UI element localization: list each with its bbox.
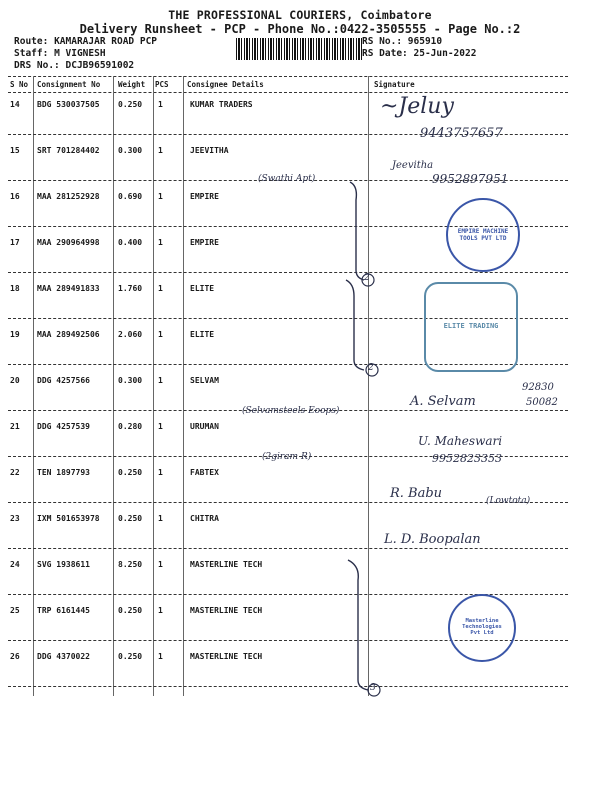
cell-weight: 0.300: [118, 376, 143, 385]
cell-weight: 0.690: [118, 192, 143, 201]
cell-pcs: 1: [158, 100, 163, 109]
cell-weight: 8.250: [118, 560, 143, 569]
count-number: 2: [368, 363, 374, 373]
cell-sno: 19: [10, 330, 20, 339]
company-stamp: Masterline Technologies Pvt Ltd: [448, 594, 516, 662]
cell-weight: 0.250: [118, 468, 143, 477]
cell-consignment: IXM 501653978: [37, 514, 100, 523]
cell-weight: 1.760: [118, 284, 143, 293]
handwritten-number: 92830: [522, 382, 554, 393]
handwritten-name: R. Babu: [390, 486, 443, 501]
cell-consignee: FABTEX: [190, 468, 219, 477]
cell-consignee: MASTERLINE TECH: [190, 606, 263, 615]
cell-pcs: 1: [158, 606, 163, 615]
bracket-line: [346, 280, 364, 370]
cell-sno: 26: [10, 652, 20, 661]
cell-consignment: SVG 1938611: [37, 560, 90, 569]
cell-consignment: MAA 281252928: [37, 192, 100, 201]
handwritten-name: L. D. Boopalan: [384, 532, 481, 547]
cell-sno: 25: [10, 606, 20, 615]
col-header-pcs: PCS: [155, 80, 169, 89]
cell-consignee: MASTERLINE TECH: [190, 560, 263, 569]
col-header-signature: Signature: [374, 80, 415, 89]
handwritten-note: (Selvamsteels Eoops): [242, 406, 340, 416]
cell-weight: 0.250: [118, 652, 143, 661]
route-line: Route: KAMARAJAR ROAD PCP: [14, 36, 158, 47]
cell-sno: 21: [10, 422, 20, 431]
handwritten-phone: 9443757657: [420, 126, 503, 141]
count-number: 2: [364, 273, 370, 283]
col-header-consignee: Consignee Details: [187, 80, 264, 89]
cell-pcs: 1: [158, 376, 163, 385]
handwritten-phone: 9952897951: [432, 172, 509, 186]
cell-consignee: MASTERLINE TECH: [190, 652, 263, 661]
cell-sno: 20: [10, 376, 20, 385]
count-number: 3: [370, 683, 376, 693]
handwritten-note: (2giram R): [262, 452, 312, 462]
bracket-line: [348, 560, 368, 690]
handwritten-phone: 9952823353: [432, 452, 502, 465]
cell-consignment: BDG 530037505: [37, 100, 100, 109]
cell-consignment: DDG 4257539: [37, 422, 90, 431]
cell-pcs: 1: [158, 560, 163, 569]
cell-consignment: MAA 290964998: [37, 238, 100, 247]
col-header-consignment: Consignment No: [37, 80, 101, 89]
staff-line: Staff: M VIGNESH: [14, 48, 106, 59]
cell-consignee: EMPIRE: [190, 238, 219, 247]
cell-pcs: 1: [158, 330, 163, 339]
cell-consignee: JEEVITHA: [190, 146, 229, 155]
cell-sno: 17: [10, 238, 20, 247]
cell-consignee: CHITRA: [190, 514, 219, 523]
handwritten-name: A. Selvam: [410, 394, 476, 409]
cell-consignee: URUMAN: [190, 422, 219, 431]
cell-sno: 22: [10, 468, 20, 477]
cell-sno: 18: [10, 284, 20, 293]
cell-sno: 16: [10, 192, 20, 201]
rs-date-line: RS Date: 25-Jun-2022: [362, 48, 477, 59]
cell-consignment: DDG 4257566: [37, 376, 90, 385]
cell-pcs: 1: [158, 652, 163, 661]
cell-pcs: 1: [158, 514, 163, 523]
company-stamp: ELITE TRADING: [424, 282, 518, 372]
cell-weight: 0.250: [118, 100, 143, 109]
cell-consignee: ELITE: [190, 284, 215, 293]
cell-consignee: EMPIRE: [190, 192, 219, 201]
cell-consignee: KUMAR TRADERS: [190, 100, 253, 109]
drs-line: DRS No.: DCJB96591002: [14, 60, 135, 71]
cell-consignment: MAA 289491833: [37, 284, 100, 293]
cell-weight: 0.250: [118, 606, 143, 615]
cell-consignment: DDG 4370022: [37, 652, 90, 661]
cell-consignment: TEN 1897793: [37, 468, 90, 477]
cell-weight: 2.060: [118, 330, 143, 339]
cell-sno: 24: [10, 560, 20, 569]
cell-weight: 0.250: [118, 514, 143, 523]
cell-consignee: SELVAM: [190, 376, 219, 385]
col-header-sno: S No: [10, 80, 29, 89]
runsheet-title: Delivery Runsheet - PCP - Phone No.:0422-3505555 - Page No.:2: [79, 22, 521, 36]
handwritten-name: Jeevitha: [392, 160, 434, 171]
cell-weight: 0.300: [118, 146, 143, 155]
handwritten-number: 50082: [526, 397, 558, 408]
cell-consignment: TRP 6161445: [37, 606, 90, 615]
cell-consignee: ELITE: [190, 330, 215, 339]
cell-weight: 0.400: [118, 238, 143, 247]
cell-pcs: 1: [158, 468, 163, 477]
cell-pcs: 1: [158, 422, 163, 431]
cell-pcs: 1: [158, 238, 163, 247]
col-header-weight: Weight: [118, 80, 146, 89]
cell-pcs: 1: [158, 284, 163, 293]
cell-weight: 0.280: [118, 422, 143, 431]
company-title: THE PROFESSIONAL COURIERS, Coimbatore: [168, 8, 432, 22]
cell-pcs: 1: [158, 192, 163, 201]
bracket-line: [350, 182, 364, 280]
handwritten-note: (Swathi Apt): [258, 174, 316, 184]
handwritten-name: U. Maheswari: [418, 434, 503, 448]
cell-consignment: MAA 289492506: [37, 330, 100, 339]
cell-sno: 15: [10, 146, 20, 155]
rs-no-line: RS No.: 965910: [362, 36, 443, 47]
cell-sno: 23: [10, 514, 20, 523]
cell-pcs: 1: [158, 146, 163, 155]
company-stamp: EMPIRE MACHINE TOOLS PVT LTD: [446, 198, 520, 272]
cell-sno: 14: [10, 100, 20, 109]
handwritten-note: (Lowtota): [486, 496, 531, 506]
signature-scribble: ~Jeluy: [380, 94, 454, 119]
cell-consignment: SRT 701284402: [37, 146, 100, 155]
